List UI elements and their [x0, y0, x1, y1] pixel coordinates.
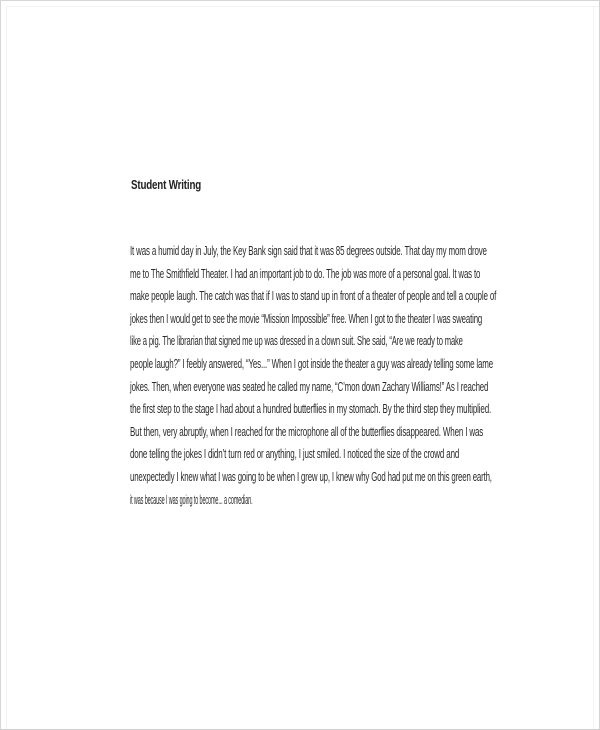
page-edge-line-top [6, 6, 599, 7]
body-line: it was because I was going to become... a comedian. [130, 492, 253, 507]
body-line: done telling the jokes I didn’t turn red or anything, I just smiled. I noticed the size of the crowd and [130, 447, 460, 462]
body-line: jokes. Then, when everyone was seated he called my name, “C’mon down Zachary Williams!” As I reached [130, 379, 489, 394]
body-line: make people laugh. The catch was that if I was to stand up in front of a theater of people and tell a couple of [130, 289, 497, 304]
body-line: jokes then I would get to see the movie “Mission Impossible” free. When I got to the theater I was sweating [130, 311, 483, 326]
body-line: the first step to the stage I had about a hundred butterflies in my stomach. By the third step they multiplied. [130, 402, 492, 417]
body-line: me to The Smithfield Theater. I had an important job to do. The job was more of a personal goal. It was to [130, 266, 481, 281]
body-line: It was a humid day in July, the Key Bank sign said that it was 85 degrees outside. That day my mom drove [130, 244, 487, 258]
body-line: like a pig. The librarian that signed me up was dressed in a clown suit. She said, “Are we ready to make [130, 334, 463, 349]
document-title: Student Writing [131, 178, 202, 192]
page-edge-line-right [593, 6, 594, 729]
body-line: unexpectedly I knew what I was going to be when I grew up, I knew why God had put me on this green earth, [130, 469, 492, 484]
body-line: people laugh?” I feebly answered, “Yes...” When I got inside the theater a guy was already telling some lame [130, 356, 493, 371]
body-line: But then, very abruptly, when I reached for the microphone all of the butterflies disappeared. When I was [130, 424, 484, 439]
document-body [130, 240, 550, 511]
page-edge-line-left [6, 6, 7, 729]
